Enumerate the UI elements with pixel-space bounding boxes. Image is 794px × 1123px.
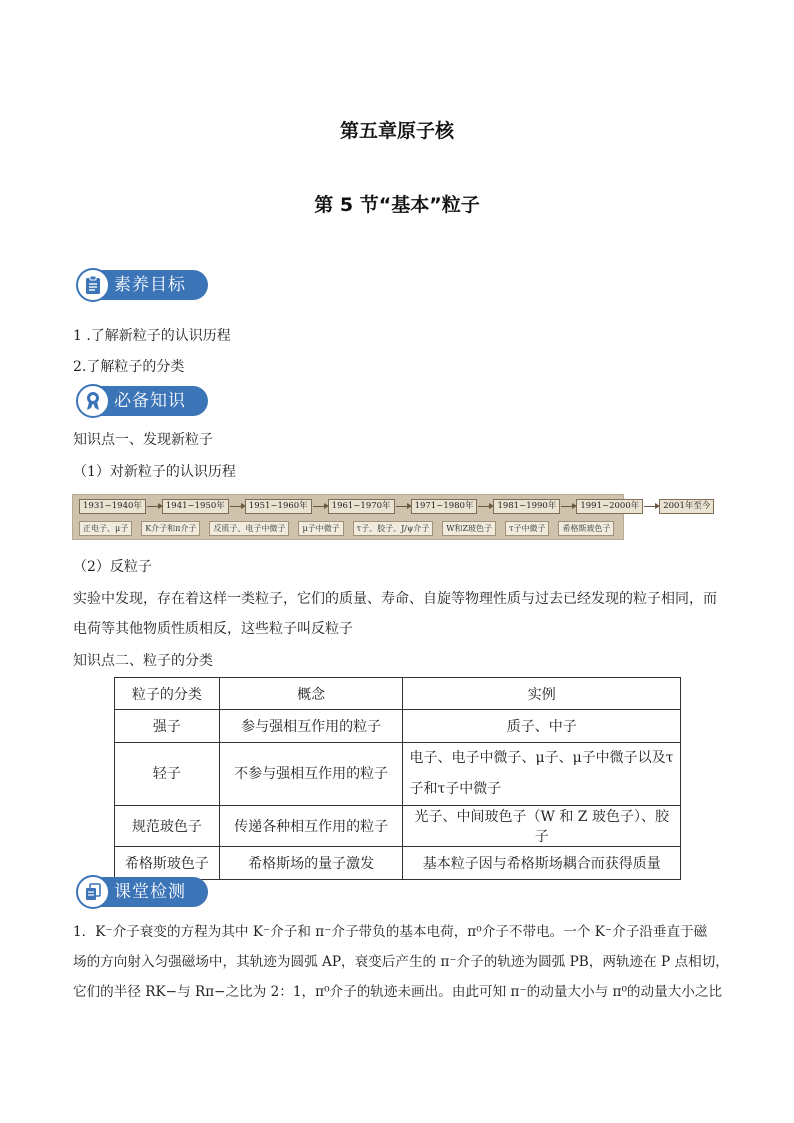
table-header-row [115,678,681,710]
award-ribbon-icon [76,384,110,418]
table-cell: 规范玻色子 [115,806,220,847]
table-cell: 希格斯场的量子激发 [219,847,403,880]
question-line: 它们的半径 RK−与 Rπ−之比为 2：1，π⁰介子的轨迹未画出。由此可知 π⁻的动量大小与 π⁰的动量大小之比 [73,984,723,1000]
test-badge [76,875,210,909]
timeline-item: K介子和π介子 [141,521,200,536]
timeline-item: 正电子、μ子 [79,521,132,536]
timeline-item: W和Z玻色子 [442,521,496,536]
timeline-year: 1951~1960年 [245,499,312,514]
knowledge-badge [76,384,210,418]
test-badge-label: 课堂检测 [114,882,186,902]
question-1 [73,917,733,1007]
timeline-years-row [79,499,714,514]
table-cell: 光子、中间玻色子（W 和 Z 玻色子）、胶子 [403,806,681,847]
timeline-year: 1961~1970年 [328,499,395,514]
arrow-right-icon [396,506,410,507]
arrow-right-icon [561,506,575,507]
section-title: 第 5 节“基本”粒子 [314,194,480,216]
goals-badge [76,268,210,302]
arrow-right-icon [147,506,161,507]
paragraph-line: 实验中发现，存在着这样一类粒子，它们的质量、寿命、自旋等物理性质与过去已经发现的粒子相同，而 [73,591,717,607]
timeline-item: 希格斯玻色子 [558,521,614,536]
chapter-title: 第五章原子核 [339,120,454,142]
table-cell: 不参与强相互作用的粒子 [219,743,403,806]
table-row [115,806,681,847]
arrow-right-icon [478,506,492,507]
paragraph-line: 电荷等其他物质性质相反，这些粒子叫反粒子 [73,621,353,637]
arrow-right-icon [313,506,327,507]
table-row [115,743,681,806]
point2-title: 知识点二、粒子的分类 [73,653,213,669]
timeline-year: 2001年至今 [659,499,714,514]
question-line: 1．K⁻介子衰变的方程为其中 K⁻介子和 π⁻介子带负的基本电荷，π⁰介子不带电。一个 K⁻介子沿垂直于磁 [73,924,708,940]
table-cell: 质子、中子 [403,710,681,743]
stacked-pages-icon [76,875,110,909]
knowledge-badge-label: 必备知识 [114,391,186,411]
table-cell: 基本粒子因与希格斯场耦合而获得质量 [403,847,681,880]
table-cell: 传递各种相互作用的粒子 [219,806,403,847]
timeline-year: 1941~1950年 [162,499,229,514]
table-header-cell: 实例 [403,678,681,710]
table-header-cell: 粒子的分类 [115,678,220,710]
table-row [115,710,681,743]
table-cell: 轻子 [115,743,220,806]
clipboard-icon [76,268,110,302]
timeline-year: 1991~2000年 [576,499,643,514]
timeline-year: 1971~1980年 [411,499,478,514]
question-line: 场的方向射入匀强磁场中，其轨迹为圆弧 AP，衰变后产生的 π⁻介子的轨迹为圆弧 PB，两轨迹在 P 点相切， [73,954,729,970]
sub1-title: （1）对新粒子的认识历程 [73,464,236,480]
arrow-right-icon [644,506,658,507]
timeline-year: 1981~1990年 [493,499,560,514]
goals-badge-label: 素养目标 [114,275,186,295]
sub2-title: （2）反粒子 [73,559,152,575]
timeline-item: μ子中微子 [298,521,343,536]
timeline-item: τ子、胶子、J/ψ介子 [353,521,434,536]
table-cell: 强子 [115,710,220,743]
timeline-year: 1931~1940年 [79,499,146,514]
timeline-item: τ子中微子 [505,521,549,536]
point1-title: 知识点一、发现新粒子 [73,432,213,448]
table-cell: 参与强相互作用的粒子 [219,710,403,743]
timeline-items-row [79,521,614,536]
table-cell: 电子、电子中微子、μ子、μ子中微子以及τ子和τ子中微子 [403,743,681,806]
goal-item: 1 .了解新粒子的认识历程 [73,328,231,344]
arrow-right-icon [230,506,244,507]
goal-item: 2.了解粒子的分类 [73,359,185,375]
table-header-cell: 概念 [219,678,403,710]
timeline-item: 反质子、电子中微子 [209,521,289,536]
particle-classification-table [114,677,681,880]
antiparticle-paragraph [73,584,733,644]
table-cell: 希格斯玻色子 [115,847,220,880]
particle-discovery-timeline [72,494,711,540]
